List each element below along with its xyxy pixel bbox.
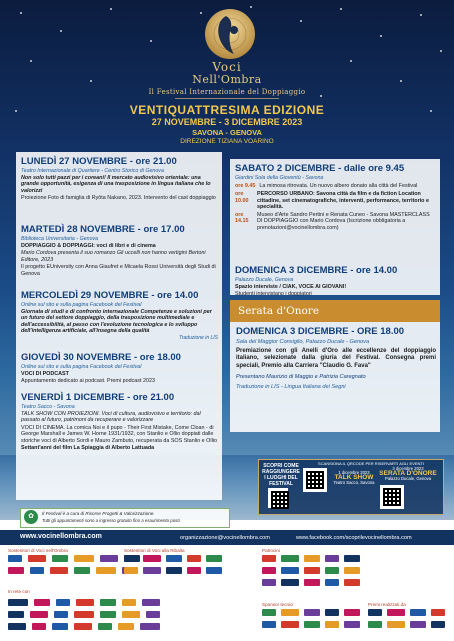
- sponsor-logo: [96, 567, 116, 574]
- qr-header: SCANSIONA IL QRCODE PER RISERVARTI AGLI EVENTI: [318, 461, 424, 466]
- edition-dates: 27 NOVEMBRE - 3 DICEMBRE 2023: [151, 117, 303, 127]
- sponsor-logo: [344, 621, 360, 628]
- event-line: TALK SHOW CON PROIEZIONI. Voci di cultura, audiovisivo e territorio: dal passato al futuro, patrimoni da recuperare e valorizzare: [21, 411, 201, 424]
- sponsor-logo: [124, 567, 138, 574]
- sponsor-logo: [325, 555, 339, 562]
- sponsor-logo: [30, 611, 48, 618]
- serata-title: DOMENICA 3 DICEMBRE - ORE 18.00: [236, 326, 405, 337]
- direction: DIREZIONE TIZIANA VOARINO: [180, 138, 274, 145]
- sponsor-logo: [325, 609, 339, 616]
- schedule-row: [235, 191, 435, 210]
- sponsors-label: In rete con: [8, 589, 30, 594]
- event-monday: [21, 156, 218, 202]
- qr-talk-date: 1 dicembre 2023: [338, 470, 370, 475]
- star: [300, 20, 302, 22]
- sponsor-logo: [74, 555, 94, 562]
- sponsor-logo: [304, 609, 320, 616]
- qr-talk-place: Teatro Sacco, Savona: [333, 480, 375, 485]
- sponsor-logo: [74, 611, 94, 618]
- sponsor-logo: [387, 609, 405, 616]
- sponsor-logo: [50, 567, 68, 574]
- footer-site-link[interactable]: www.vocinellombra.com: [20, 533, 102, 540]
- sponsor-logo: [206, 567, 222, 574]
- sponsor-logo: [281, 609, 299, 616]
- sponsor-logo: [100, 555, 118, 562]
- star: [20, 12, 22, 14]
- event-title: GIOVEDÌ 30 NOVEMBRE - ore 18.00: [21, 352, 181, 363]
- sponsors-label: Sponsor tecnici: [262, 602, 294, 607]
- sponsor-logo: [146, 611, 160, 618]
- event-place: Palazzo Ducale, Genova: [235, 277, 294, 283]
- sponsor-logo: [8, 611, 24, 618]
- sponsor-logo: [325, 621, 339, 628]
- schedule-time: ore 14.15: [235, 212, 249, 225]
- sponsors-label: Sostenitori di Voci alla Ribalta: [124, 548, 185, 553]
- schedule-time: ore 10.00: [235, 191, 249, 204]
- sponsor-logo: [387, 621, 405, 628]
- sponsor-logo: [262, 567, 276, 574]
- sponsor-logo: [98, 623, 112, 630]
- sponsor-logo: [34, 599, 50, 606]
- event-line: Appuntamento dedicato ai podcast. Premi podcast 2023: [21, 378, 155, 385]
- event-line: Studenti intervistano i doppiatori: [235, 291, 312, 298]
- star: [150, 40, 152, 42]
- sponsor-logo: [431, 621, 445, 628]
- edition-title: VENTIQUATTRESIMA EDIZIONE: [129, 103, 325, 117]
- event-place: Online sul sito e sulla pagina Facebook del Festival: [21, 302, 142, 308]
- event-line: DOPPIAGGIO & DOPPIAGGI: voci di libri e di cinema: [21, 243, 156, 249]
- schedule-row: [235, 183, 435, 189]
- brand-nellombra: Nell'Ombra: [192, 73, 262, 86]
- risorse-line1: Il Festival è a cura di Risorse Progetti & Valorizzazione.: [42, 511, 155, 516]
- serata-translation: Traduzione in LIS - Lingua Italiana dei Segni: [236, 384, 346, 391]
- sponsor-logo: [143, 555, 161, 562]
- qr-cta: SCOPRI COME RAGGIUNGERE I LUOGHI DEL FESTIVAL: [262, 463, 300, 487]
- sponsor-logo: [304, 555, 320, 562]
- sponsor-logo: [122, 611, 140, 618]
- sponsor-logo: [206, 555, 222, 562]
- program-left-panel: [16, 152, 222, 500]
- star: [380, 35, 382, 37]
- program-sunday-panel: [230, 263, 440, 298]
- footer-facebook-link[interactable]: www.facebook.com/scoprilevocinellombra.com: [296, 535, 412, 541]
- header-divider: [175, 98, 279, 99]
- sponsor-logo: [344, 567, 360, 574]
- sponsor-logo: [28, 555, 46, 562]
- qr-serata-date: 3 dicembre 2023: [392, 466, 424, 471]
- risorse-line2: Tutti gli appuntamenti sono a ingresso gratuito fino a esaurimento posti.: [42, 518, 181, 523]
- sponsor-logo: [166, 555, 182, 562]
- sponsor-logo: [52, 623, 68, 630]
- sponsor-logo: [344, 609, 360, 616]
- sponsor-logo: [74, 623, 92, 630]
- event-place: Giardini Sola della Gioventù - Savona: [235, 175, 324, 181]
- sponsor-logo: [325, 579, 339, 586]
- sponsor-logo: [122, 599, 136, 606]
- event-place: Biblioteca Universitaria - Genova: [21, 236, 99, 242]
- sponsors-label: Sostenitori di Voci nell'Ombra: [8, 548, 68, 553]
- event-line: Mario Cordova presenta il suo romanzo Gli uccelli non hanno vertigini Bertoni Editore, 2023: [21, 250, 206, 263]
- sponsor-logo: [431, 609, 445, 616]
- edition-city: SAVONA - GENOVA: [192, 128, 262, 137]
- event-tuesday: [21, 224, 218, 277]
- event-place: Teatro Internazionale di Quartiere - Centro Storico di Genova: [21, 168, 164, 174]
- sponsors-label: Premi realizzati da: [368, 602, 406, 607]
- sponsor-logo: [74, 567, 90, 574]
- event-line: Settant'anni del film La Spiaggia di Alberto Lattuada: [21, 445, 155, 452]
- sponsor-logo: [118, 623, 134, 630]
- sponsor-logo: [8, 567, 24, 574]
- sponsor-logo: [54, 611, 68, 618]
- sponsor-logo: [281, 579, 299, 586]
- qr-serata-place: Palazzo Ducale, Genova: [384, 476, 432, 481]
- event-title: MARTEDÌ 28 NOVEMBRE - ore 17.00: [21, 224, 185, 235]
- star: [340, 8, 342, 10]
- serata-heading: Serata d'Onore: [238, 305, 320, 317]
- sponsor-logo: [325, 567, 339, 574]
- sponsor-logo: [166, 567, 182, 574]
- brand-voci: Voci: [212, 60, 242, 74]
- sponsor-logo: [262, 555, 276, 562]
- serata-presenters: Presentano Maurizio di Maggio e Patrizia Caregnato: [236, 374, 366, 381]
- sponsor-logo: [8, 555, 22, 562]
- sponsor-logo: [187, 555, 201, 562]
- qr-serata-title: SERATA D'ONORE: [379, 470, 437, 477]
- event-title: LUNEDÌ 27 NOVEMBRE - ore 21.00: [21, 156, 177, 167]
- sponsor-logo: [344, 579, 360, 586]
- sponsor-logo: [344, 555, 360, 562]
- sponsor-logo: [281, 621, 299, 628]
- risorse-logo-icon: ✿: [24, 510, 38, 524]
- sponsor-logo: [32, 623, 46, 630]
- qr-code-serata[interactable]: [380, 485, 404, 509]
- event-wednesday: [21, 290, 218, 341]
- event-thursday: [21, 352, 218, 385]
- sponsor-logo: [368, 621, 382, 628]
- event-saturday: [235, 163, 435, 231]
- sponsor-logo: [304, 579, 320, 586]
- event-title: SABATO 2 DICEMBRE - dalle ore 9.45: [235, 163, 405, 174]
- sponsor-logo: [52, 555, 68, 562]
- sponsor-logo: [262, 609, 276, 616]
- sponsor-logo: [100, 611, 116, 618]
- sponsor-logo: [187, 567, 201, 574]
- sponsor-logo: [142, 599, 160, 606]
- event-note: Traduzione in LIS: [179, 334, 218, 341]
- schedule-text: La mimosa ritrovata. Un nuovo albero donato alla città del Festival: [259, 183, 418, 189]
- event-sunday: [235, 265, 435, 298]
- sponsor-logo: [143, 567, 161, 574]
- footer-email-link[interactable]: organizzazione@vocinellombra.com: [180, 535, 270, 541]
- program-right-panel: [230, 159, 440, 263]
- qr-code-map[interactable]: [268, 488, 288, 508]
- sponsor-logo: [304, 621, 320, 628]
- event-friday: [21, 392, 218, 451]
- event-title: DOMENICA 3 DICEMBRE - ore 14.00: [235, 265, 398, 276]
- event-title: VENERDÌ 1 DICEMBRE - ore 21.00: [21, 392, 175, 403]
- schedule-time: ore 9.45: [235, 183, 256, 189]
- sponsor-logo: [8, 623, 26, 630]
- star: [110, 8, 112, 10]
- festival-subtitle: Il Festival Internazionale del Doppiaggio: [148, 88, 306, 96]
- event-line: Il progetto EUniversity con Anna Giaufret e Micaela Rossi Università degli Studi di Genova: [21, 264, 216, 277]
- sponsor-logo: [124, 555, 138, 562]
- event-title: MERCOLEDÌ 29 NOVEMBRE - ore 14.00: [21, 290, 199, 301]
- serata-heading-bar: [230, 300, 440, 322]
- qr-serata-label: [376, 466, 440, 481]
- schedule-row: [235, 212, 435, 231]
- serata-body: Premiazione con gli Anelli d'Oro alle eccellenze del doppiaggio italiano, selezionate dalla giuria del Festival. Consegna premi speciali, Premio alla Carriera "Claudio G. Fava": [236, 348, 436, 369]
- event-line: Non solo tutti pazzi per i coreani! Il mercato audiovisivo orientale: una grande opportunità, esigenza di una trasposizione in lingua italiana che lo valorizzi: [21, 175, 211, 194]
- sponsor-logo: [368, 609, 382, 616]
- event-line: Giornata di studi e di confronto internazionale Competenze e soluzioni per un futuro del settore doppiaggio, della trasposizione multimediale e dell'accessibilità, al passo con l'evoluzione tecnologica e lo sviluppo dell'intelligenza artificiale, all'insegna della qualità: [21, 309, 212, 335]
- sponsor-logo: [30, 567, 44, 574]
- star: [440, 50, 442, 52]
- sponsor-logo: [100, 599, 116, 606]
- sponsor-logo: [76, 599, 94, 606]
- event-place: Teatro Sacco - Savona: [21, 404, 75, 410]
- qr-talk-title: TALK SHOW: [334, 474, 374, 481]
- sponsors-label: Patrocini: [262, 548, 280, 553]
- star: [420, 14, 422, 16]
- star: [60, 30, 62, 32]
- sponsor-logo: [140, 623, 160, 630]
- sponsor-logo: [56, 599, 70, 606]
- event-line: VOCI DI PODCAST: [21, 371, 69, 377]
- sponsor-logo: [281, 555, 299, 562]
- schedule-text: PERCORSO URBANO: Savona città da film e da fiction Location cittadine, set cinematografiche, interventi, performance, territorio e specialità.: [257, 191, 429, 210]
- sponsor-logo: [410, 621, 426, 628]
- event-line: Spazio interviste / CIAK, VOCE AI GIOVANI!: [235, 284, 347, 290]
- serata-place: Sala del Maggior Consiglio, Palazzo Ducale - Genova: [236, 339, 370, 345]
- sponsor-logo: [304, 567, 320, 574]
- event-line: VOCI DI CINEMA. La comica Noi e il pupo - Their First Mistake, Come Cloan - di George Marshall e James W. Horne 1931/1932, con Stanlio e Ollio doppiati dalle storiche voci di Alberto Sordi e Mauro Zambuto, recuperata da SOS Stanlio e Ollio: [21, 424, 217, 444]
- serata-content: [236, 326, 436, 390]
- schedule-text: Museo d'Arte Sandro Pertini e Renata Cuneo - Savona MASTERCLASS DI DOPPIAGGIO con Mario Cordova (Iscrizione obbligatoria a prenotazioni@vocinellombra.com): [257, 212, 430, 231]
- sponsors-area: [0, 545, 454, 641]
- event-line: Proiezione Foto di famiglia di Ryōta Nakano, 2023. Intervento del cast doppiaggio: [21, 195, 216, 202]
- sponsor-logo: [262, 579, 276, 586]
- sponsor-logo: [281, 567, 299, 574]
- sponsor-logo: [8, 599, 28, 606]
- sponsor-logo: [262, 621, 276, 628]
- event-place: Online sul sito e sulla pagina Facebook del Festival: [21, 364, 142, 370]
- sponsor-logo: [410, 609, 426, 616]
